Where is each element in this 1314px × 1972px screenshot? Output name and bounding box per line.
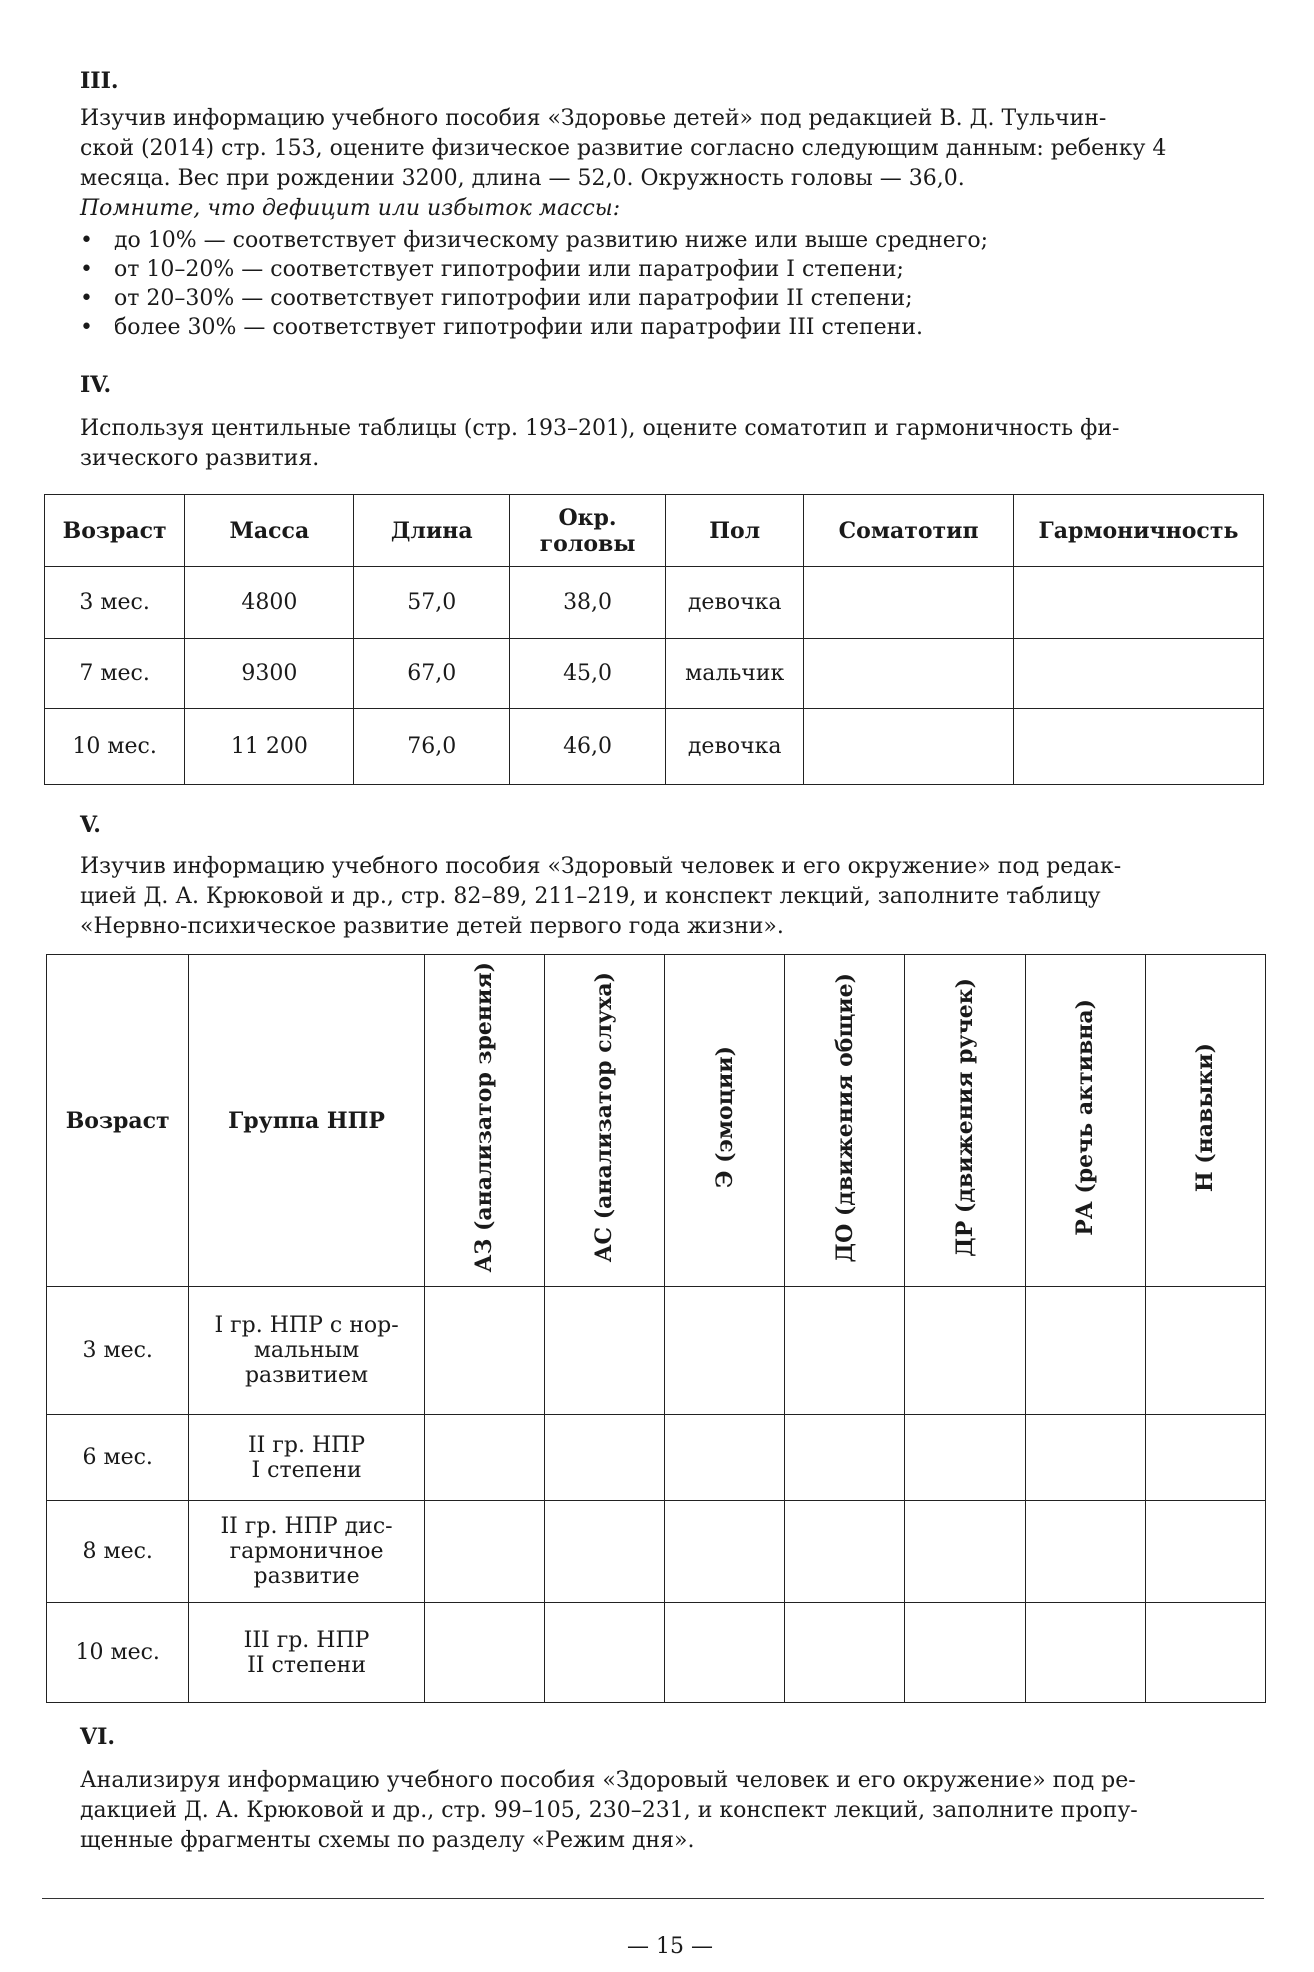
empty-cell[interactable] xyxy=(424,1603,544,1703)
empty-cell[interactable] xyxy=(804,639,1014,709)
table-cell: 11 200 xyxy=(185,709,354,785)
empty-cell[interactable] xyxy=(1145,1287,1265,1415)
table-cell: 67,0 xyxy=(354,639,510,709)
table-cell: 38,0 xyxy=(510,567,666,639)
empty-cell[interactable] xyxy=(1025,1501,1145,1603)
empty-cell[interactable] xyxy=(544,1415,664,1501)
page-number: — 15 — xyxy=(627,1934,713,1959)
list-item: • от 20–30% — соответствует гипотрофии или паратрофии II степени; xyxy=(80,284,988,313)
table-row xyxy=(45,709,1264,785)
group-cell xyxy=(189,1415,424,1501)
footer-divider xyxy=(42,1898,1264,1899)
list-item: • от 10–20% — соответствует гипотрофии или паратрофии I степени; xyxy=(80,255,988,284)
text-line: Анализируя информацию учебного пособия «Здоровый человек и его окружение» под ре- xyxy=(80,1768,1136,1793)
empty-cell[interactable] xyxy=(1145,1603,1265,1703)
header-cell-vertical: Э (эмоции) xyxy=(665,955,785,1287)
empty-cell[interactable] xyxy=(665,1415,785,1501)
group-cell xyxy=(189,1603,424,1703)
empty-cell[interactable] xyxy=(905,1603,1025,1703)
list-item: • до 10% — соответствует физическому развитию ниже или выше среднего; xyxy=(80,226,988,255)
header-cell-vertical: АЗ (анализатор зрения) xyxy=(424,955,544,1287)
empty-cell[interactable] xyxy=(665,1501,785,1603)
npr-table xyxy=(46,954,1266,1703)
text-line: дакцией Д. А. Крюковой и др., стр. 99–105, 230–231, и конспект лекций, заполните пропу- xyxy=(80,1798,1138,1823)
table-row xyxy=(47,1287,1266,1415)
deficit-list xyxy=(80,226,988,342)
header-cell: Пол xyxy=(666,495,804,567)
text-line: «Нервно-психическое развитие детей первого года жизни». xyxy=(80,914,784,939)
empty-cell[interactable] xyxy=(905,1287,1025,1415)
header-cell: Группа НПР xyxy=(189,955,424,1287)
group-line: II степени xyxy=(247,1652,366,1678)
empty-cell[interactable] xyxy=(785,1287,905,1415)
section-6-heading: VI. xyxy=(80,1724,116,1750)
table-cell: девочка xyxy=(666,709,804,785)
section-6-text xyxy=(80,1766,1260,1856)
group-line: гармоничное xyxy=(229,1539,384,1564)
text-line: Используя центильные таблицы (стр. 193–201), оцените соматотип и гармоничность фи- xyxy=(80,416,1120,441)
group-cell xyxy=(189,1287,424,1415)
text-line: Изучив информацию учебного пособия «Здоровье детей» под редакцией В. Д. Тульчин- xyxy=(80,106,1107,131)
table-row xyxy=(45,639,1264,709)
age-cell: 10 мес. xyxy=(47,1603,189,1703)
table-cell: 10 мес. xyxy=(45,709,185,785)
table-cell: 7 мес. xyxy=(45,639,185,709)
header-cell: Возраст xyxy=(45,495,185,567)
empty-cell[interactable] xyxy=(1013,709,1263,785)
text-line: месяца. Вес при рождении 3200, длина — 52,0. Окружность головы — 36,0. xyxy=(80,166,965,191)
header-cell: Соматотип xyxy=(804,495,1014,567)
header-cell: Гармоничность xyxy=(1013,495,1263,567)
text-line: Изучив информацию учебного пособия «Здоровый человек и его окружение» под редак- xyxy=(80,854,1122,879)
table-cell: 57,0 xyxy=(354,567,510,639)
empty-cell[interactable] xyxy=(804,709,1014,785)
group-line: II гр. НПР xyxy=(247,1432,366,1458)
empty-cell[interactable] xyxy=(804,567,1014,639)
table-cell: девочка xyxy=(666,567,804,639)
empty-cell[interactable] xyxy=(424,1415,544,1501)
empty-cell[interactable] xyxy=(1145,1415,1265,1501)
table-header-row xyxy=(45,495,1264,567)
list-item: • более 30% — соответствует гипотрофии или паратрофии III степени. xyxy=(80,313,988,342)
empty-cell[interactable] xyxy=(1013,639,1263,709)
table-cell: 3 мес. xyxy=(45,567,185,639)
group-line: развитием xyxy=(244,1363,369,1388)
header-cell-vertical: Н (навыки) xyxy=(1145,955,1265,1287)
empty-cell[interactable] xyxy=(1013,567,1263,639)
table-cell: 45,0 xyxy=(510,639,666,709)
empty-cell[interactable] xyxy=(785,1415,905,1501)
somatotype-table xyxy=(44,494,1264,785)
empty-cell[interactable] xyxy=(905,1501,1025,1603)
empty-cell[interactable] xyxy=(1025,1287,1145,1415)
section-3-text xyxy=(80,104,1260,224)
table-row xyxy=(47,1501,1266,1603)
header-cell-vertical: АС (анализатор слуха) xyxy=(544,955,664,1287)
section-4-heading: IV. xyxy=(80,372,112,398)
section-5-heading: V. xyxy=(80,812,101,838)
table-cell: мальчик xyxy=(666,639,804,709)
header-cell-vertical: РА (речь активна) xyxy=(1025,955,1145,1287)
header-cell-vertical: ДО (движения общие) xyxy=(785,955,905,1287)
empty-cell[interactable] xyxy=(905,1415,1025,1501)
text-line: щенные фрагменты схемы по разделу «Режим дня». xyxy=(80,1828,695,1853)
group-cell xyxy=(189,1501,424,1603)
table-cell: 46,0 xyxy=(510,709,666,785)
table-row xyxy=(47,1603,1266,1703)
group-line: развитие xyxy=(253,1564,360,1589)
section-4-text xyxy=(80,414,1260,474)
note-line: Помните, что дефицит или избыток массы: xyxy=(80,196,621,221)
empty-cell[interactable] xyxy=(665,1287,785,1415)
table-cell: 4800 xyxy=(185,567,354,639)
section-5-text xyxy=(80,852,1260,942)
empty-cell[interactable] xyxy=(785,1501,905,1603)
empty-cell[interactable] xyxy=(785,1603,905,1703)
empty-cell[interactable] xyxy=(424,1287,544,1415)
table-row xyxy=(47,1415,1266,1501)
empty-cell[interactable] xyxy=(665,1603,785,1703)
table-row xyxy=(45,567,1264,639)
text-line: зического развития. xyxy=(80,446,320,471)
text-line: цией Д. А. Крюковой и др., стр. 82–89, 211–219, и конспект лекций, заполните таблицу xyxy=(80,884,1101,909)
empty-cell[interactable] xyxy=(424,1501,544,1603)
group-line: I степени xyxy=(251,1457,362,1483)
header-cell-vertical: ДР (движения ручек) xyxy=(905,955,1025,1287)
header-cell: Длина xyxy=(354,495,510,567)
group-line: III гр. НПР xyxy=(243,1627,370,1653)
group-line: мальным xyxy=(253,1338,360,1363)
empty-cell[interactable] xyxy=(544,1501,664,1603)
section-3-heading: III. xyxy=(80,68,119,94)
group-line: I гр. НПР с нор- xyxy=(214,1313,399,1338)
age-cell: 8 мес. xyxy=(47,1501,189,1603)
table-cell: 9300 xyxy=(185,639,354,709)
header-cell: Окр. головы xyxy=(510,495,666,567)
empty-cell[interactable] xyxy=(544,1287,664,1415)
table-header-row xyxy=(47,955,1266,1287)
age-cell: 3 мес. xyxy=(47,1287,189,1415)
empty-cell[interactable] xyxy=(544,1603,664,1703)
header-cell: Возраст xyxy=(47,955,189,1287)
empty-cell[interactable] xyxy=(1025,1603,1145,1703)
empty-cell[interactable] xyxy=(1025,1415,1145,1501)
table-cell: 76,0 xyxy=(354,709,510,785)
group-line: II гр. НПР дис- xyxy=(220,1514,393,1539)
empty-cell[interactable] xyxy=(1145,1501,1265,1603)
age-cell: 6 мес. xyxy=(47,1415,189,1501)
text-line: ской (2014) стр. 153, оцените физическое развитие согласно следующим данным: ребенку 4 xyxy=(80,136,1167,161)
header-cell: Масса xyxy=(185,495,354,567)
